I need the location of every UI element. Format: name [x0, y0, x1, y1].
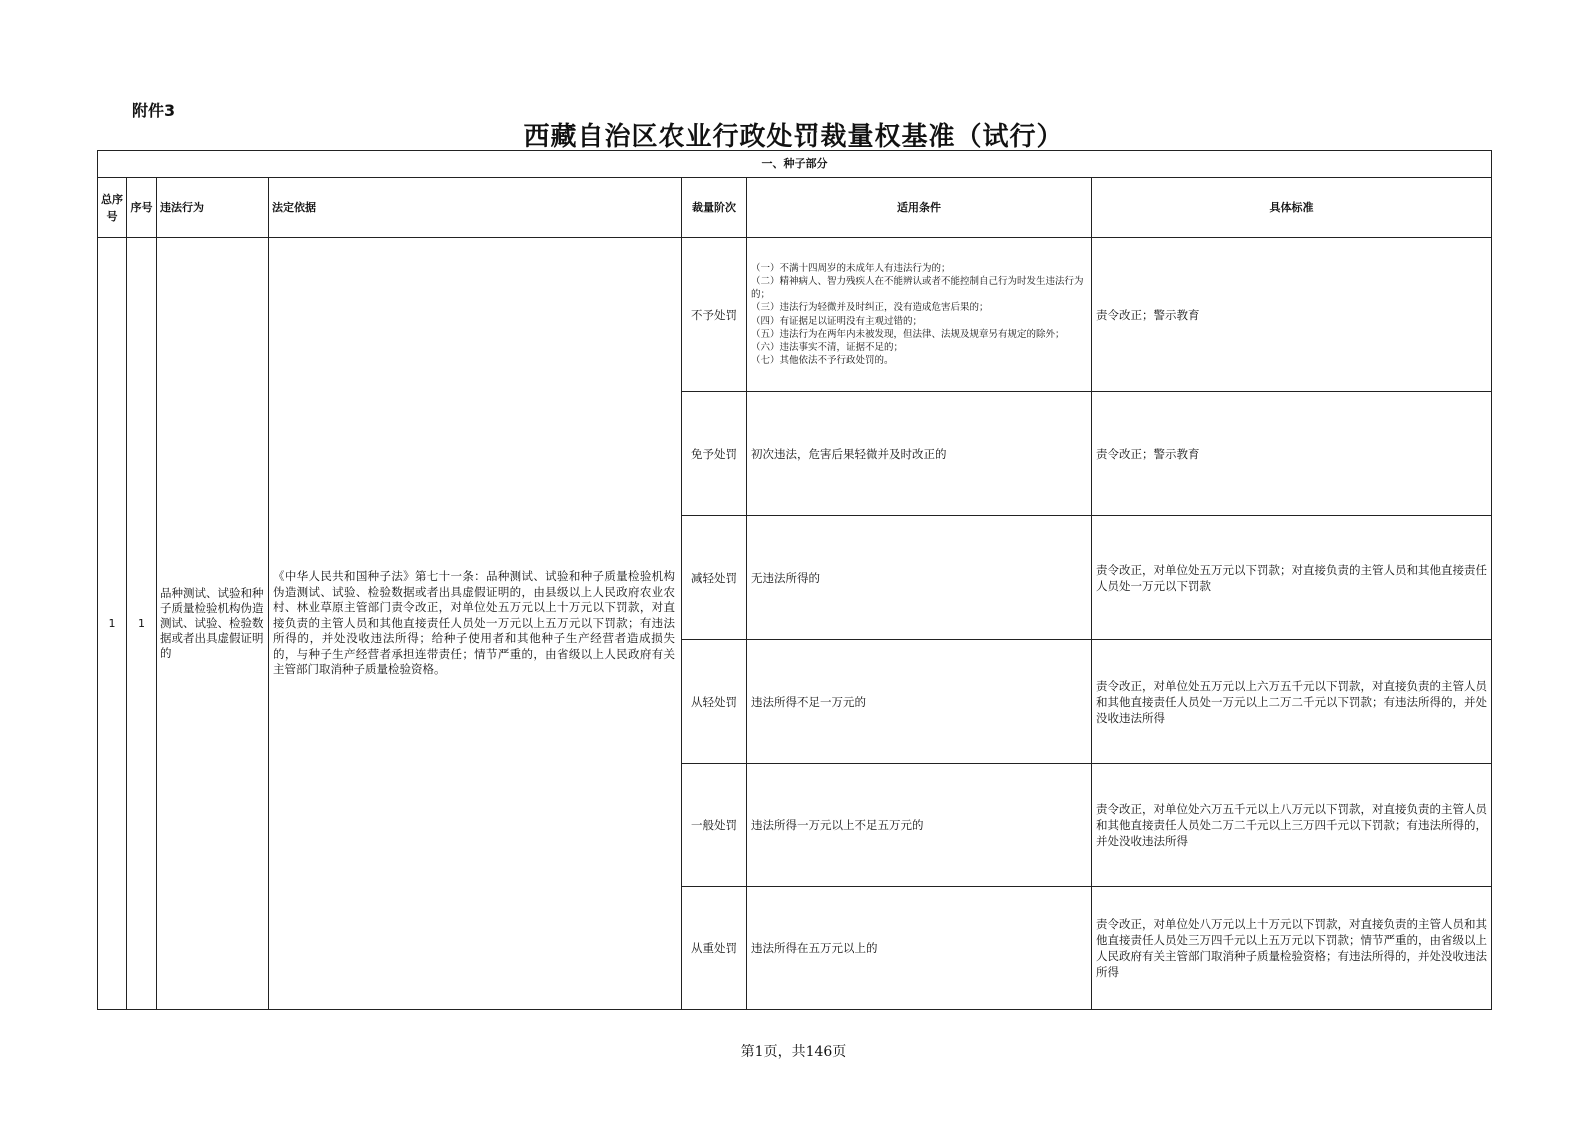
page-footer: 第1页，共146页	[740, 1044, 847, 1060]
header-seq: 序号	[127, 178, 157, 238]
penalty-level-cell: 从轻处罚	[682, 640, 747, 764]
condition-item: （四）有证据足以证明没有主观过错的；	[751, 315, 923, 327]
penalty-level-cell: 一般处罚	[682, 764, 747, 887]
seq-cell: 1	[127, 238, 157, 1010]
standard-cell: 责令改正，对单位处五万元以下罚款；对直接负责的主管人员和其他直接责任人员处一万元以下罚款	[1092, 516, 1492, 640]
standard-cell: 责令改正；警示教育	[1092, 238, 1492, 392]
standard-cell: 责令改正，对单位处五万元以上六万五千元以下罚款，对直接负责的主管人员和其他直接责任人员处一万元以上二万二千元以下罚款；有违法所得的，并处没收违法所得	[1092, 640, 1492, 764]
condition-item: （七）其他依法不予行政处罚的。	[751, 355, 894, 367]
penalty-standards-table	[97, 150, 1492, 1010]
condition-item: （二）精神病人、智力残疾人在不能辨认或者不能控制自己行为时发生违法行为的；	[751, 275, 1084, 301]
condition-item: （一）不满十四周岁的未成年人有违法行为的；	[751, 262, 951, 274]
table-row	[98, 238, 1492, 392]
header-total-seq: 总序号	[98, 178, 127, 238]
document-title: 西藏自治区农业行政处罚裁量权基准（试行）	[523, 122, 1064, 152]
conditions-cell: 违法所得不足一万元的	[747, 640, 1092, 764]
header-legal-basis: 法定依据	[269, 178, 682, 238]
header-conditions: 适用条件	[747, 178, 1092, 238]
standard-cell: 责令改正；警示教育	[1092, 392, 1492, 516]
header-standards: 具体标准	[1092, 178, 1492, 238]
standard-cell: 责令改正，对单位处八万元以上十万元以下罚款，对直接负责的主管人员和其他直接责任人员处三万四千元以上五万元以下罚款；情节严重的，由省级以上人民政府有关主管部门取消种子质量检验资格；有违法所得的，并处没收违法所得	[1092, 887, 1492, 1010]
penalty-level-cell: 从重处罚	[682, 887, 747, 1010]
condition-item: （五）违法行为在两年内未被发现，但法律、法规及规章另有规定的除外；	[751, 328, 1065, 340]
penalty-level-cell: 减轻处罚	[682, 516, 747, 640]
conditions-cell: 违法所得一万元以上不足五万元的	[747, 764, 1092, 887]
conditions-cell	[747, 238, 1092, 392]
conditions-cell: 违法所得在五万元以上的	[747, 887, 1092, 1010]
penalty-level-cell: 不予处罚	[682, 238, 747, 392]
condition-item: （三）违法行为轻微并及时纠正，没有造成危害后果的；	[751, 302, 989, 314]
conditions-cell: 初次违法，危害后果轻微并及时改正的	[747, 392, 1092, 516]
legal-basis-cell: 《中华人民共和国种子法》第七十一条：品种测试、试验和种子质量检验机构伪造测试、试验、检验数据或者出具虚假证明的，由县级以上人民政府农业农村、林业草原主管部门责令改正，对单位处五万元以上十万元以下罚款，对直接负责的主管人员和其他直接责任人员处一万元以上五万元以下罚款；有违法所得的，并处没收违法所得；给种子使用者和其他种子生产经营者造成损失的，与种子生产经营者承担连带责任；情节严重的，由省级以上人民政府有关主管部门取消种子质量检验资格。	[269, 238, 682, 1010]
condition-item: （六）违法事实不清，证据不足的；	[751, 341, 904, 353]
attachment-label: 附件3	[132, 101, 176, 120]
conditions-cell: 无违法所得的	[747, 516, 1092, 640]
header-penalty-level: 裁量阶次	[682, 178, 747, 238]
penalty-level-cell: 免予处罚	[682, 392, 747, 516]
header-violation: 违法行为	[157, 178, 269, 238]
total-seq-cell: 1	[98, 238, 127, 1010]
section-title: 一、种子部分	[98, 151, 1492, 178]
standard-cell: 责令改正，对单位处六万五千元以上八万元以下罚款，对直接负责的主管人员和其他直接责任人员处二万二千元以上三万四千元以下罚款；有违法所得的，并处没收违法所得	[1092, 764, 1492, 887]
violation-cell: 品种测试、试验和种子质量检验机构伪造测试、试验、检验数据或者出具虚假证明的	[157, 238, 269, 1010]
